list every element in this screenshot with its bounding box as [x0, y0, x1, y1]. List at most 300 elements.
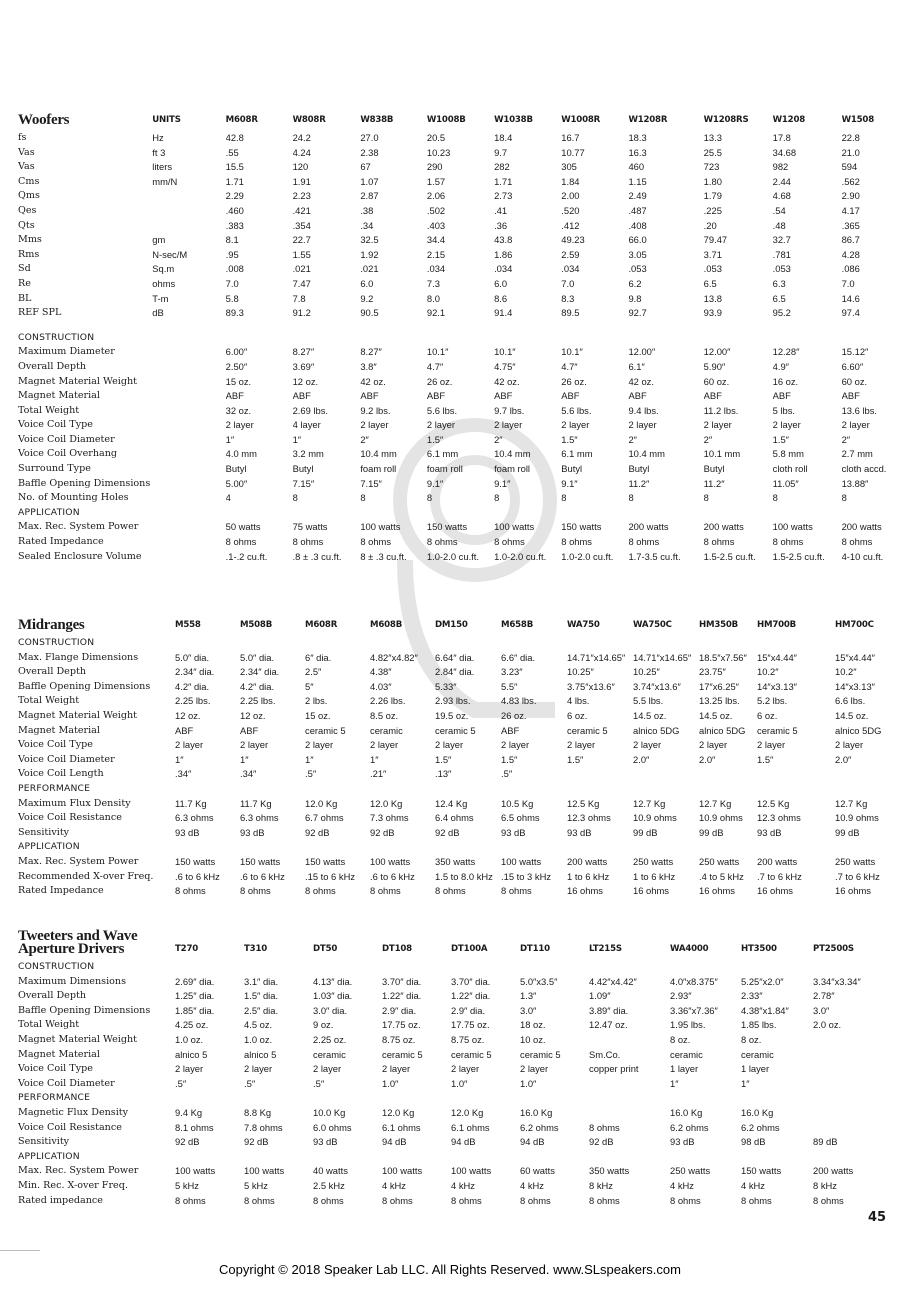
- spec-value: 3.69″: [292, 360, 315, 372]
- spec-value: 8 ohms: [520, 1194, 551, 1206]
- spec-value: 5.2 lbs.: [757, 695, 788, 707]
- spec-value: 10.1″: [494, 346, 516, 358]
- spec-value: 12.4 Kg: [435, 797, 468, 809]
- spec-value: 150 watts: [741, 1165, 782, 1177]
- spec-value: 20.5: [426, 132, 446, 143]
- spec-row: [18, 826, 895, 841]
- spec-value: Butyl: [703, 463, 725, 475]
- spec-value: 14.5 oz.: [699, 709, 733, 721]
- spec-value: 100 watts: [772, 521, 813, 533]
- spec-value: 8 ohms: [589, 1194, 620, 1206]
- spec-row: [18, 233, 900, 248]
- spec-value: 10.5 Kg: [501, 797, 534, 809]
- spec-value: 8 ohms: [292, 536, 324, 548]
- spec-value: 3.70″ dia.: [382, 975, 422, 987]
- spec-unit: [152, 535, 225, 550]
- spec-value: 6.0: [494, 277, 508, 289]
- spec-row: [18, 1018, 881, 1033]
- spec-value: .20: [703, 219, 717, 231]
- spec-value: 14.71″x14.65″: [567, 651, 626, 663]
- spec-unit: mm/N: [152, 175, 178, 187]
- spec-value: 12.7 Kg: [633, 797, 666, 809]
- tweeters-header-row: [18, 918, 881, 960]
- spec-label: Voice Coil Diameter: [18, 1077, 115, 1089]
- spec-label: Max. Rec. System Power: [18, 521, 139, 533]
- spec-value: .95: [225, 248, 239, 260]
- spec-value: 1.0″: [520, 1077, 537, 1089]
- spec-value: 1 layer: [670, 1063, 699, 1075]
- spec-value: .5″: [175, 1077, 187, 1089]
- spec-label: Baffle Opening Dimensions: [18, 477, 151, 489]
- spec-row: [18, 1121, 881, 1136]
- spec-row: [18, 491, 900, 506]
- midranges-spec-table: [18, 606, 895, 899]
- spec-row: [18, 550, 900, 565]
- spec-value: 200 watts: [703, 521, 744, 533]
- tweeters-spec-table: [18, 918, 881, 1208]
- spec-value: 19.5 oz.: [435, 709, 469, 721]
- spec-label: No. of Mounting Holes: [18, 492, 129, 504]
- spec-label: Voice Coil Type: [18, 739, 93, 751]
- spec-value: 1.0-2.0 cu.ft.: [561, 550, 614, 562]
- spec-value: 93.9: [703, 307, 722, 319]
- spec-value: .41: [494, 204, 508, 216]
- spec-value: 8.1: [225, 234, 239, 246]
- spec-row: [18, 404, 900, 419]
- spec-row: [18, 767, 895, 782]
- spec-label: Magnet Material: [18, 724, 100, 736]
- spec-value: 2″: [360, 433, 369, 445]
- spec-value: 8 ohms: [494, 536, 525, 548]
- spec-unit: [152, 491, 225, 506]
- spec-value: .15 to 3 kHz: [501, 870, 552, 882]
- spec-label: Maximum Flux Density: [18, 797, 131, 809]
- spec-value: 6.4 ohms: [435, 812, 474, 824]
- spec-label: Sd: [18, 263, 31, 275]
- spec-value: 12.7 Kg: [699, 797, 732, 809]
- spec-value: 9.4 Kg: [175, 1106, 203, 1118]
- spec-value: 1.09″: [589, 990, 611, 1002]
- spec-value: 1.0 oz.: [244, 1033, 273, 1045]
- spec-value: 1.0″: [451, 1077, 468, 1089]
- spec-value: 4 layer: [292, 419, 321, 431]
- model-header: W1008B: [426, 115, 466, 125]
- spec-value: 32.5: [360, 234, 379, 246]
- spec-row: [18, 1179, 881, 1194]
- spec-value: 10.0 Kg: [313, 1106, 346, 1118]
- spec-value: 2.5″ dia.: [244, 1004, 279, 1016]
- spec-label: Magnetic Flux Density: [18, 1106, 129, 1118]
- category-label: CONSTRUCTION: [18, 637, 95, 648]
- spec-value: 22.8: [841, 132, 860, 143]
- spec-unit: [152, 219, 225, 234]
- spec-value: 2.0″: [699, 753, 716, 765]
- spec-value: 26 oz.: [501, 709, 527, 721]
- spec-value: 1.5 to 8.0 kHz: [435, 870, 493, 882]
- spec-value: 5.0″ dia.: [175, 651, 210, 663]
- spec-value: 4 kHz: [520, 1179, 544, 1191]
- spec-label: Voice Coil Overhang: [18, 448, 118, 460]
- spec-value: 2 layer: [841, 419, 870, 431]
- category-label: APPLICATION: [18, 1150, 80, 1162]
- spec-value: 1.7-3.5 cu.ft.: [628, 550, 681, 562]
- spec-value: 94 dB: [382, 1136, 407, 1148]
- spec-value: 2 layer: [835, 739, 864, 751]
- spec-value: 350 watts: [435, 855, 476, 867]
- spec-value: 150 watts: [305, 855, 346, 867]
- spec-row: [18, 694, 895, 709]
- spec-unit: [152, 447, 225, 462]
- spec-value: ceramic: [670, 1048, 703, 1060]
- spec-value: 4.13″ dia.: [313, 975, 353, 987]
- spec-value: 2.0″: [633, 753, 650, 765]
- spec-value: 12 oz.: [240, 709, 266, 721]
- spec-value: 3.05: [628, 248, 647, 260]
- model-header: W808R: [292, 115, 326, 125]
- spec-value: 15 oz.: [225, 375, 252, 387]
- tweeters-title: Tweeters and Wave Aperture Drivers: [18, 928, 138, 957]
- spec-value: 2.0″: [835, 753, 852, 765]
- spec-label: Total Weight: [18, 404, 80, 416]
- spec-value: 1″: [370, 753, 379, 765]
- spec-row: [18, 855, 895, 870]
- spec-label: Max. Rec. System Power: [18, 855, 139, 867]
- spec-row: [18, 1062, 881, 1077]
- spec-row: [18, 447, 900, 462]
- spec-value: 6.1 ohms: [451, 1121, 490, 1133]
- spec-value: 8 ohms: [313, 1194, 344, 1206]
- spec-value: 4.2″ dia.: [240, 680, 275, 692]
- spec-value: 14.5 oz.: [633, 709, 667, 721]
- model-header: M608B: [370, 620, 403, 630]
- spec-value: 6.0: [360, 277, 374, 289]
- spec-value: 2.38: [360, 146, 379, 158]
- spec-label: Sealed Enclosure Volume: [18, 550, 142, 562]
- spec-label: Vas: [18, 146, 35, 158]
- spec-value: 17.8: [772, 132, 791, 143]
- spec-value: 6.1 mm: [561, 448, 593, 460]
- spec-value: 5.90″: [703, 360, 726, 372]
- spec-value: 5 kHz: [175, 1179, 199, 1191]
- spec-value: 2 layer: [699, 739, 728, 751]
- spec-value: 92 dB: [175, 1136, 200, 1148]
- spec-value: 3.71: [703, 248, 722, 260]
- spec-value: 282: [494, 161, 510, 173]
- spec-row: [18, 665, 895, 680]
- spec-value: 200 watts: [813, 1165, 854, 1177]
- spec-value: 9.7 lbs.: [494, 404, 525, 416]
- model-header: DT110: [520, 944, 550, 954]
- spec-value: 350 watts: [589, 1165, 630, 1177]
- spec-value: .34: [360, 219, 374, 231]
- model-header: WA4000: [670, 944, 709, 954]
- spec-value: 290: [426, 161, 443, 173]
- model-header: DT50: [313, 944, 338, 954]
- spec-label: Rms: [18, 248, 40, 260]
- model-header: W838B: [360, 115, 394, 125]
- spec-value: 11.2″: [703, 477, 725, 489]
- spec-label: Voice Coil Type: [18, 1063, 93, 1075]
- spec-value: 43.8: [494, 234, 513, 246]
- spec-value: 2″: [703, 433, 713, 445]
- category-row: [18, 1091, 881, 1106]
- spec-value: 3.34″x3.34″: [813, 975, 861, 987]
- spec-value: [813, 1033, 881, 1048]
- spec-value: 594: [841, 161, 858, 173]
- spec-value: 4.2″ dia.: [175, 680, 210, 692]
- spec-value: 9.2 lbs.: [360, 404, 391, 416]
- spec-value: 8.5 oz.: [370, 709, 399, 721]
- spec-value: ceramic 5: [435, 724, 476, 736]
- spec-unit: [152, 375, 225, 390]
- spec-value: 200 watts: [841, 521, 882, 533]
- spec-value: 1.84: [561, 175, 580, 187]
- spec-value: 3.70″ dia.: [451, 975, 491, 987]
- spec-value: 6.5: [772, 292, 786, 304]
- spec-value: 8 ohms: [501, 885, 532, 897]
- spec-value: 8: [772, 492, 778, 504]
- spec-value: [589, 1033, 670, 1048]
- spec-value: 17.75 oz.: [382, 1019, 421, 1031]
- spec-value: 4.5 oz.: [244, 1019, 273, 1031]
- spec-value: 2.25 lbs.: [175, 695, 211, 707]
- model-header: W1208R: [628, 115, 668, 125]
- spec-value: .6 to 6 kHz: [370, 870, 415, 882]
- spec-row: [18, 1194, 881, 1209]
- spec-value: .487: [628, 204, 647, 216]
- spec-value: 8 ohms: [360, 536, 392, 548]
- spec-row: [18, 989, 881, 1004]
- spec-value: .354: [292, 219, 311, 231]
- spec-value: 6.0 ohms: [313, 1121, 352, 1133]
- spec-value: copper print: [589, 1063, 639, 1075]
- spec-unit: T-m: [152, 292, 169, 304]
- spec-value: 2 layer: [567, 739, 596, 751]
- spec-value: .5″: [244, 1077, 256, 1089]
- spec-value: 92 dB: [305, 826, 330, 838]
- spec-value: 14″x3.13″: [757, 680, 797, 692]
- spec-row: [18, 1164, 881, 1179]
- spec-value: [835, 767, 895, 782]
- model-header: W1208RS: [703, 115, 749, 125]
- spec-value: 250 watts: [670, 1165, 711, 1177]
- spec-value: ABF: [501, 724, 520, 736]
- spec-value: 2.34″ dia.: [240, 666, 280, 678]
- spec-value: 2 layer: [628, 419, 657, 431]
- spec-value: ABF: [426, 390, 446, 402]
- spec-value: 8 ohms: [225, 536, 257, 548]
- spec-value: 2 lbs.: [305, 695, 328, 707]
- spec-value: 10.1″: [426, 346, 449, 358]
- spec-value: [567, 767, 633, 782]
- spec-value: 6 oz.: [567, 709, 588, 721]
- spec-row: [18, 360, 900, 375]
- spec-value: 2.26 lbs.: [370, 695, 406, 707]
- spec-value: 6.64″ dia.: [435, 651, 475, 663]
- spec-unit: Hz: [152, 132, 164, 143]
- spec-value: 2 layer: [175, 1063, 204, 1075]
- spec-value: 4 kHz: [382, 1179, 406, 1191]
- model-header: W1008R: [561, 115, 601, 125]
- spec-value: .21″: [370, 768, 387, 780]
- spec-row: [18, 520, 900, 535]
- spec-value: 14.5 oz.: [835, 709, 869, 721]
- spec-value: 8 ohms: [703, 536, 735, 548]
- spec-value: 2 layer: [360, 419, 389, 431]
- spec-value: .34″: [175, 768, 192, 780]
- spec-label: Qms: [18, 190, 40, 202]
- spec-value: 1.25″ dia.: [175, 990, 215, 1002]
- spec-value: 2″: [494, 433, 503, 445]
- spec-value: 1.07: [360, 175, 379, 187]
- spec-value: 2 layer: [633, 739, 662, 751]
- model-header: W1038B: [494, 115, 533, 125]
- spec-value: ABF: [841, 390, 860, 402]
- spec-value: [813, 1048, 881, 1063]
- spec-value: 1.80: [703, 175, 722, 187]
- spec-value: ceramic: [370, 724, 403, 736]
- spec-value: 1″: [670, 1077, 679, 1089]
- spec-value: .008: [225, 263, 244, 275]
- spec-value: 460: [628, 161, 645, 173]
- spec-value: 15 oz.: [305, 709, 331, 721]
- spec-row: [18, 277, 900, 292]
- spec-value: 250 watts: [699, 855, 740, 867]
- spec-value: 5.8: [225, 292, 239, 304]
- spec-value: 9.1″: [426, 477, 444, 489]
- spec-value: 13.3: [703, 132, 722, 143]
- spec-label: Rated Impedance: [18, 536, 104, 548]
- spec-value: 5 kHz: [244, 1179, 268, 1191]
- spec-value: 10.77: [561, 146, 585, 158]
- spec-value: 8.75 oz.: [451, 1033, 485, 1045]
- spec-row: [18, 1135, 881, 1150]
- spec-value: 12.0 Kg: [382, 1106, 415, 1118]
- spec-value: 4.0″x8.375″: [670, 975, 718, 987]
- spec-value: 10.4 mm: [360, 448, 397, 460]
- spec-label: Sensitivity: [18, 1136, 70, 1148]
- spec-value: Sm.Co.: [589, 1048, 621, 1060]
- spec-value: 75 watts: [292, 521, 328, 533]
- spec-value: 10.4 mm: [494, 448, 531, 460]
- spec-value: 1.55: [292, 248, 311, 260]
- spec-value: ABF: [628, 390, 647, 402]
- spec-value: 90.5: [360, 307, 379, 319]
- spec-value: 10.25″: [633, 666, 660, 678]
- spec-value: ABF: [292, 390, 311, 402]
- spec-value: 8: [561, 492, 567, 504]
- spec-value: .520: [561, 204, 580, 216]
- spec-value: 79.47: [703, 234, 728, 246]
- spec-value: 10.23: [426, 146, 451, 158]
- spec-value: 2.34″ dia.: [175, 666, 215, 678]
- spec-value: 2.9″ dia.: [382, 1004, 417, 1016]
- spec-row: [18, 262, 900, 277]
- spec-value: 3.23″: [501, 666, 523, 678]
- spec-row: [18, 375, 900, 390]
- spec-unit: [152, 550, 225, 565]
- spec-value: .460: [225, 204, 244, 216]
- spec-value: 2 layer: [451, 1063, 480, 1075]
- spec-value: 91.4: [494, 307, 513, 319]
- spec-value: 1.5″: [757, 753, 774, 765]
- spec-label: Maximum Dimensions: [18, 975, 127, 987]
- spec-value: .38: [360, 204, 374, 216]
- spec-value: 2 layer: [175, 739, 204, 751]
- spec-label: Recommended X-over Freq.: [18, 870, 154, 882]
- spec-value: 8: [841, 492, 847, 504]
- spec-row: [18, 1106, 881, 1121]
- spec-value: 4 kHz: [451, 1179, 475, 1191]
- spec-value: 34.4: [426, 234, 446, 246]
- spec-row: [18, 175, 900, 190]
- spec-label: REF SPL: [18, 307, 62, 319]
- spec-value: 6.3 ohms: [175, 812, 214, 824]
- spec-value: 3.0″: [520, 1004, 537, 1016]
- spec-value: 1.22″ dia.: [451, 990, 491, 1002]
- spec-value: [699, 767, 757, 782]
- spec-value: 60 watts: [520, 1165, 555, 1177]
- spec-unit: ft 3: [152, 146, 166, 158]
- spec-value: 8: [292, 492, 298, 504]
- spec-value: 1 to 6 kHz: [567, 870, 610, 882]
- spec-value: 2.29: [225, 190, 244, 202]
- spec-value: 18.4: [494, 132, 513, 143]
- spec-value: 2″: [628, 433, 637, 445]
- spec-value: 10.4 mm: [628, 448, 665, 460]
- spec-value: [633, 767, 699, 782]
- spec-value: 10.1 mm: [703, 448, 741, 460]
- spec-label: Rated impedance: [18, 1194, 103, 1206]
- spec-value: 8: [703, 492, 709, 504]
- spec-value: 9.1″: [494, 477, 511, 489]
- spec-value: 6.1 ohms: [382, 1121, 421, 1133]
- spec-value: .408: [628, 219, 647, 231]
- spec-value: 60 oz.: [703, 375, 730, 387]
- spec-value: 8 ohms: [813, 1194, 844, 1206]
- spec-label: Mms: [18, 234, 42, 246]
- spec-value: [813, 1077, 881, 1092]
- spec-value: 1.03″ dia.: [313, 990, 353, 1002]
- category-label: CONSTRUCTION: [18, 961, 95, 972]
- spec-value: ceramic 5: [305, 724, 346, 736]
- spec-value: 9 oz.: [313, 1019, 334, 1031]
- spec-value: 92 dB: [435, 826, 460, 838]
- spec-value: 5.25″x2.0″: [741, 975, 784, 987]
- spec-value: 93 dB: [670, 1136, 695, 1148]
- spec-value: foam roll: [494, 463, 531, 475]
- spec-value: .1-.2 cu.ft.: [225, 550, 268, 562]
- spec-value: 1.5″: [561, 433, 578, 445]
- category-label: APPLICATION: [18, 506, 80, 518]
- spec-value: ceramic 5: [382, 1048, 423, 1060]
- spec-label: Magnet Material: [18, 1048, 100, 1060]
- spec-value: 8 kHz: [589, 1179, 613, 1191]
- spec-value: 13.25 lbs.: [699, 695, 740, 707]
- spec-value: 94 dB: [520, 1136, 545, 1148]
- category-row: [18, 840, 895, 855]
- spec-value: 2 layer: [757, 739, 786, 751]
- spec-value: .48: [772, 219, 786, 231]
- spec-value: 8: [360, 492, 366, 504]
- spec-value: .365: [841, 219, 860, 231]
- spec-value: 11.7 Kg: [240, 797, 272, 809]
- spec-value: 32.7: [772, 234, 791, 246]
- spec-label: Baffle Opening Dimensions: [18, 680, 151, 692]
- spec-value: 1.5-2.5 cu.ft.: [703, 550, 756, 562]
- spec-row: [18, 146, 900, 161]
- spec-value: 11.2″: [628, 477, 650, 489]
